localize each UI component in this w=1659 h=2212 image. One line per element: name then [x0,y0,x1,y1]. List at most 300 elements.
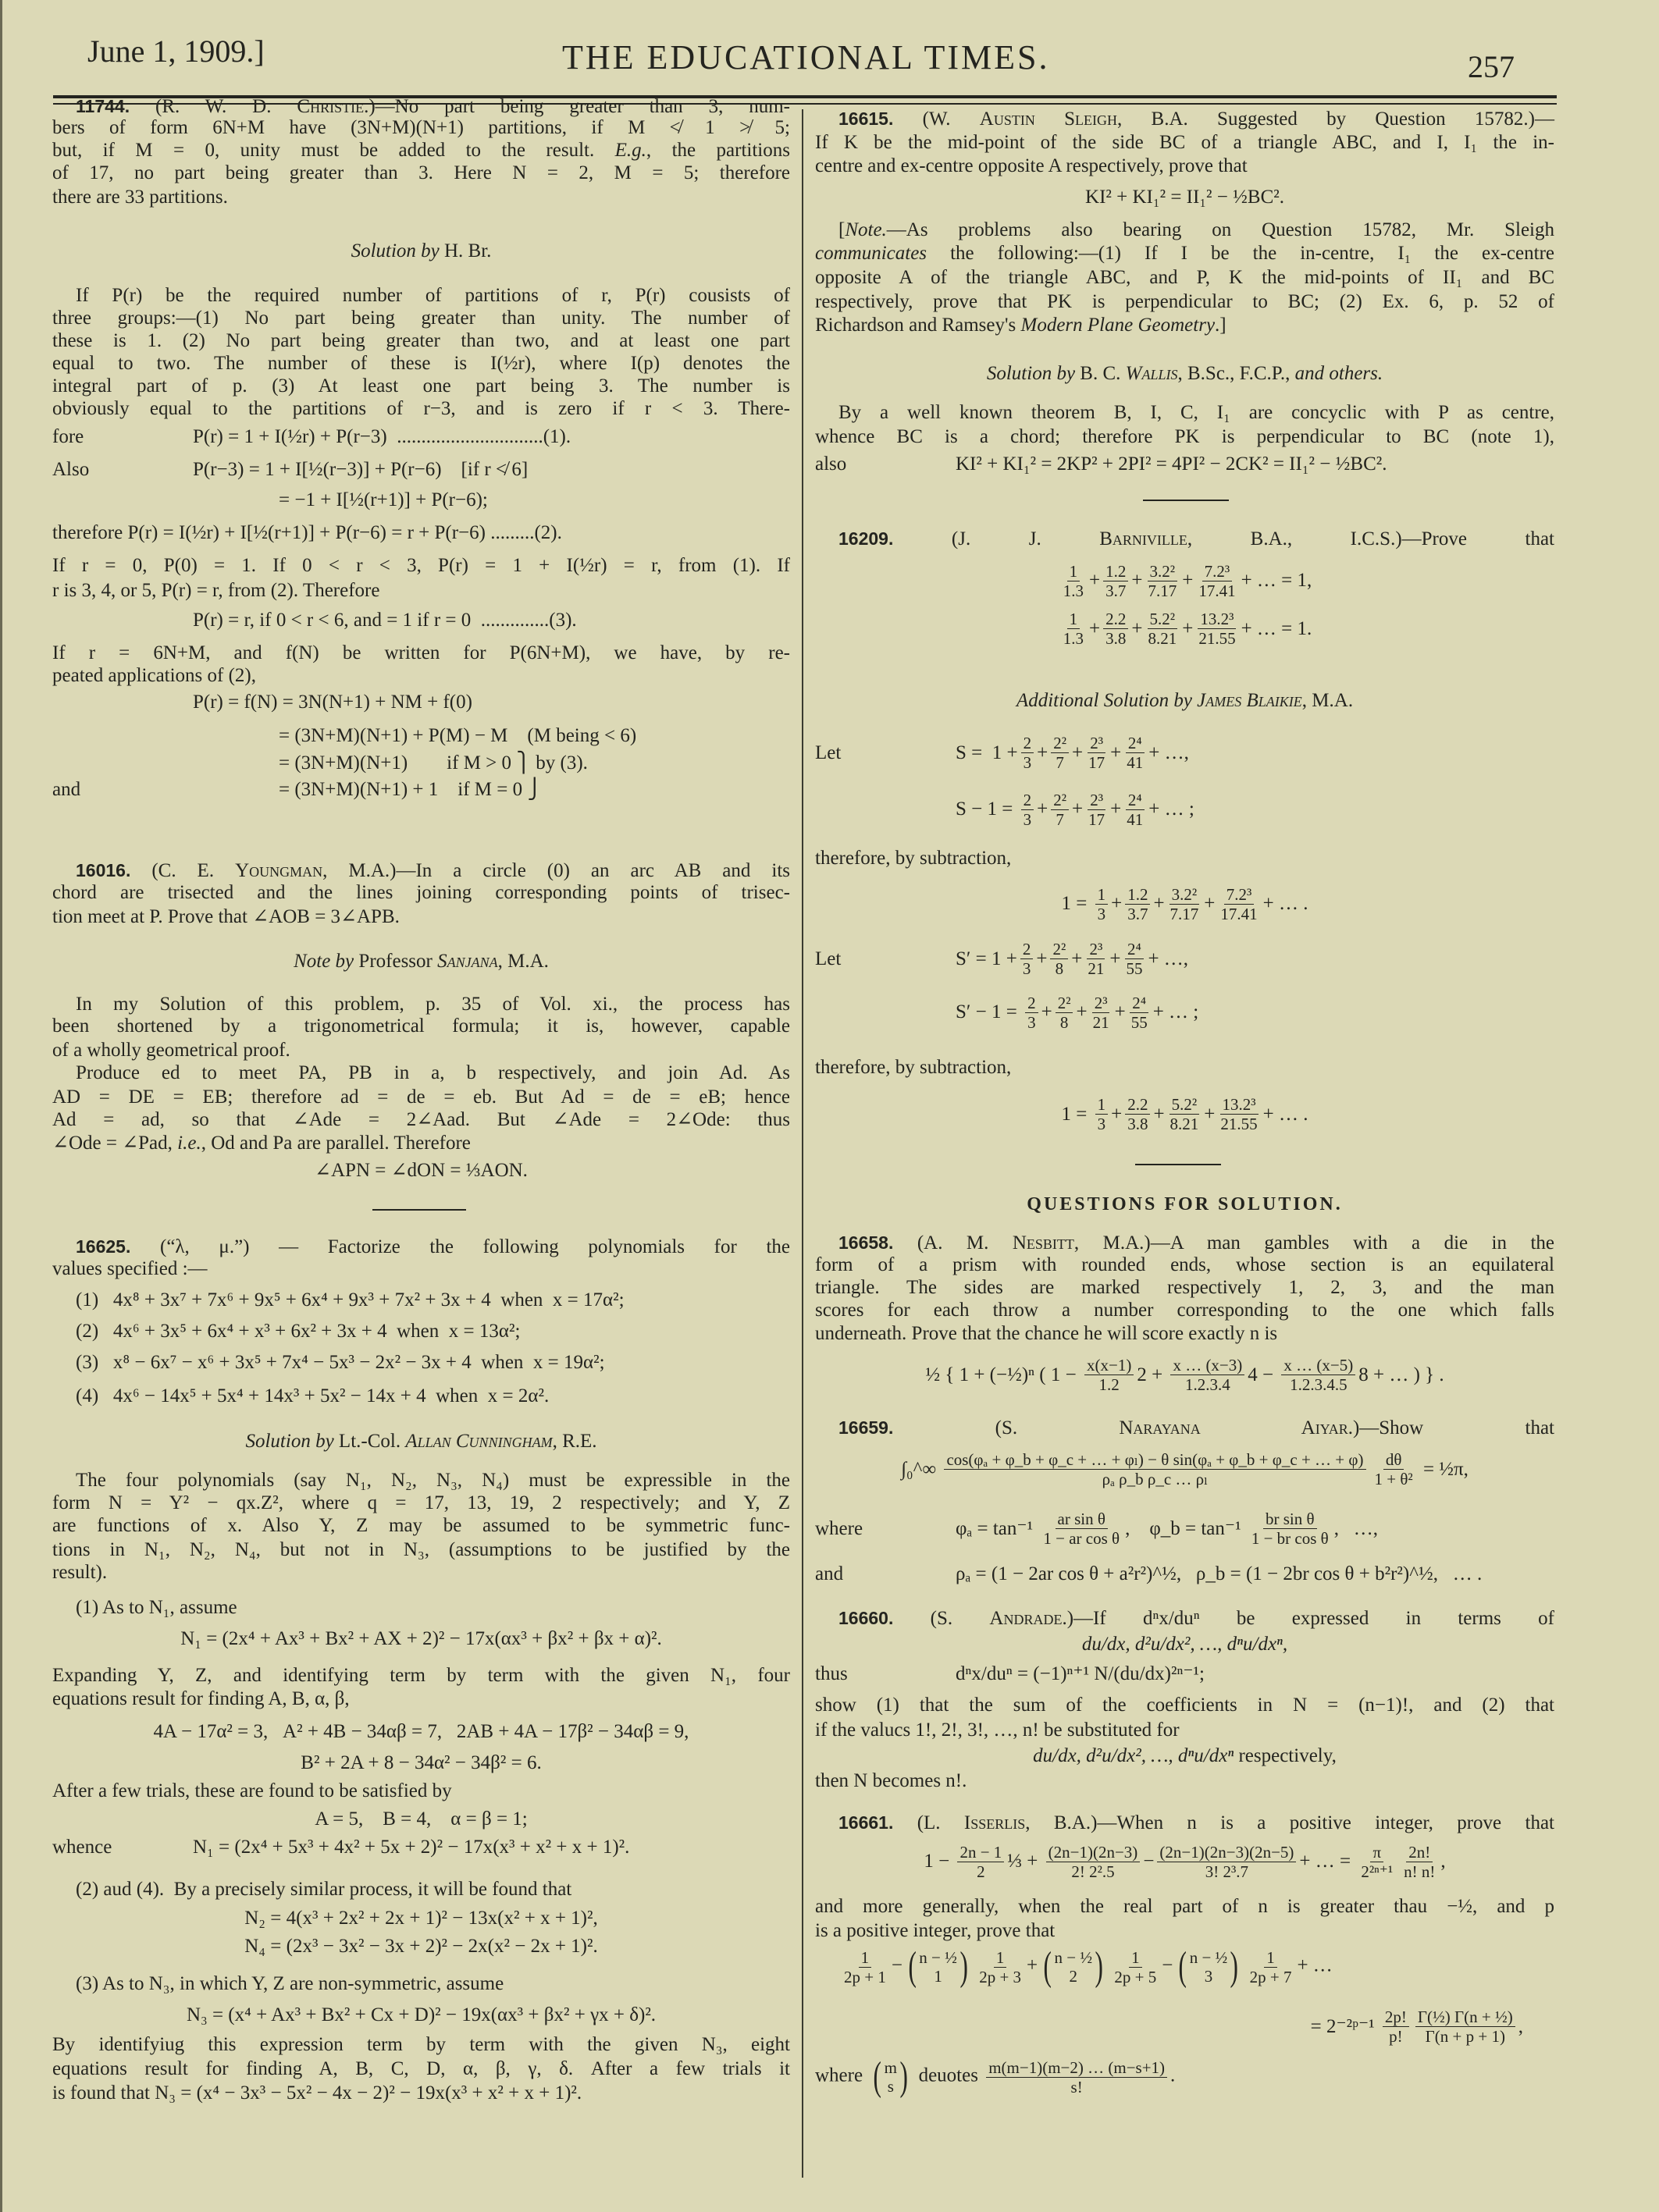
text-run: , M.A. [1301,690,1354,712]
fraction-numerator: cos(φₐ + φ_b + φ_c + … + φₗ) − θ sin(φₐ + φ_b + φ_c + … + φ) [944,1450,1365,1470]
text-run: (3) x⁸ − 6x⁷ − x⁶ + 3x⁵ + 7x⁴ − 5x³ − 2x² − 3x + 4 when x = 19α²; [76,1351,605,1373]
text-run: + [1076,1001,1088,1023]
text-line [52,992,790,1017]
text-run: + [1037,741,1048,763]
text-run: + … . [1262,893,1308,915]
author-name: Andrade [989,1607,1063,1629]
fraction-numerator: 5.2² [1148,610,1178,629]
text-run: triangle. The sides are marked respectively 1, 2, 3, and the man [815,1276,1554,1298]
text-run: + [1182,617,1194,639]
question-number: 11744. [76,95,130,116]
text-line [815,1055,1554,1080]
fraction-numerator: 1 [859,1948,872,1968]
text-run: If r = 0, P(0) = 1. If 0 < r < 3, P(r) = 1 + I(½r) = r, from (1). If [52,554,790,576]
fraction-numerator: Γ(½) Γ(n + ½) [1415,2008,1515,2027]
text-run: By identifyiug this expression term by term with the given N₃, eight [52,2034,790,2056]
text-line [815,425,1554,450]
text-run: + [1131,570,1143,592]
journal-title: THE EDUCATIONAL TIMES. [562,38,1050,76]
fraction-numerator: 2² [1050,940,1068,959]
text-run: —As problems also bearing on Question 15782, Mr. Sleigh [886,219,1554,240]
right-column [815,0,1554,2212]
text-run: , φ_b = tan⁻¹ [1125,1517,1246,1539]
fraction [1358,1843,1395,1881]
text-run: .] [1215,315,1226,336]
text-run: integral part of p. (3) At least one part being 3. The number is [52,375,790,397]
equation [52,690,790,715]
text-run: du/dx, d²u/dx², …, dⁿu/dxⁿ [1033,1744,1234,1766]
text-run: these is 1. (2) No part being greater than two, and at least one part [52,330,790,352]
fraction-numerator: ar sin θ [1056,1510,1108,1529]
section-byline [52,1429,790,1454]
text-run: the following:—(1) If I be the in-centre, I₁ the ex-centre [927,243,1554,265]
text-run: therefore, by subtraction, [815,1056,1012,1078]
left-column [52,0,790,2212]
equation [52,1751,790,1776]
text-line [815,1769,1554,1794]
equation [52,608,790,633]
text-run: whence BC is a chord; therefore PK is perpendicular to BC (note 1), [815,426,1554,448]
text-line [52,1038,790,1063]
page-number: 257 [1468,49,1515,84]
fraction-numerator: x … (x−5) [1281,1356,1355,1375]
text-line [52,553,790,578]
question-number: 16659. [838,1417,894,1438]
fraction-numerator: 2³ [1088,791,1105,810]
text-run: + [1182,570,1194,592]
author-name: Isserlis [963,1812,1026,1833]
equation [815,1504,1554,1554]
fraction-numerator: 2³ [1092,994,1110,1013]
fraction [1157,1843,1296,1881]
equation [815,784,1554,834]
text-line [815,1275,1554,1300]
text-run: Note by [294,951,359,973]
fraction-denominator: 2²ⁿ⁺¹ [1361,1862,1394,1881]
text-run: + [1041,1001,1052,1023]
text-run: P(r) = f(N) = 3N(N+1) + NM + f(0) [193,691,472,713]
text-line [52,1513,790,1538]
fraction [1050,940,1068,978]
text-run: i.e. [177,1133,201,1154]
text-run: − [1143,1851,1155,1872]
equation [815,1090,1554,1140]
text-run: − [891,1954,902,1976]
text-line [52,641,790,666]
text-run: + [1111,1103,1123,1125]
text-run: respectively, [1234,1744,1337,1766]
text-line [815,1919,1554,1944]
equation [52,724,790,749]
fraction [1086,734,1107,772]
text-line [52,1663,790,1688]
author-name: Narayana Aiyar [1119,1417,1348,1439]
text-run: (A. M. [893,1232,1013,1254]
text-run: 2 + [1137,1364,1168,1385]
equation [815,1445,1554,1495]
binomial-top: n − ½ [1189,1948,1228,1968]
fraction-denominator: 3.8 [1127,1115,1148,1134]
text-run: Professor [358,951,438,973]
fraction [1218,885,1259,923]
text-run: , M.A.)—A man gambles with a die in the [1073,1232,1555,1254]
text-run: + [1037,798,1048,820]
fraction-denominator: 8 [1059,1012,1069,1032]
equation [815,1562,1554,1587]
fraction-numerator: br sin θ [1263,1510,1317,1529]
equation [815,934,1554,984]
fraction-numerator: 2⁴ [1126,791,1145,810]
fraction-numerator: 2n! [1406,1843,1433,1862]
page-edge [0,0,2,2212]
text-run: + [1131,617,1143,639]
binomial-bottom: 3 [1204,1967,1213,1986]
text-line [52,905,790,930]
equation-label: whence [52,1837,112,1858]
fraction-numerator: 2.2 [1125,1095,1150,1115]
paren: ) [959,1944,968,1990]
text-run: , B.A., I.C.S.)—Prove that [1187,528,1554,550]
text-run: equal to two. The number of these is I(½r), where I(p) denotes the [52,353,790,375]
text-run: therefore, by subtraction, [815,848,1012,870]
text-line [52,1972,790,1997]
text-run: + … . [1262,1103,1308,1125]
fraction [1051,791,1069,829]
text-line [815,1415,1554,1440]
fraction-denominator: 41 [1127,753,1144,773]
text-run: , [1440,1851,1446,1872]
text-run: + [1109,948,1121,969]
fraction-numerator: 2³ [1087,940,1105,959]
fraction-denominator: 55 [1126,959,1143,979]
binomial-bottom: 2 [1069,1967,1078,1986]
fraction-denominator: 55 [1130,1012,1148,1032]
fraction-numerator: 1 [1129,1948,1142,1968]
text-line [52,185,790,210]
text-run: been shortened by a trigonometrical formula; it is, however, capable [52,1015,790,1037]
fraction [842,1948,888,1986]
fraction [1129,994,1150,1032]
text-line [52,2081,790,2106]
text-run: 4 − [1248,1364,1279,1385]
text-run: opposite A of the triangle ABC, and P, K the mid-points of II₁ and BC [815,266,1554,288]
fraction-numerator: dθ [1383,1450,1404,1470]
fraction-denominator: 3 [1027,1012,1036,1032]
equation [52,1719,790,1744]
fraction [1372,1450,1415,1488]
issue-date: June 1, 1909.] [87,34,265,69]
author-name: Christie [297,95,365,117]
fraction-denominator: 3 [1097,904,1106,923]
fraction-denominator: 3 [1097,1115,1106,1134]
fraction-denominator: 3! 2³.7 [1205,1862,1249,1881]
text-line [815,265,1554,290]
equation-label: Let [815,741,842,763]
text-run: Solution by [351,240,444,261]
fraction-numerator: 13.2³ [1220,1095,1258,1115]
fraction [1145,610,1179,648]
equation-label: fore [52,426,84,448]
text-line [815,1298,1554,1323]
text-run: , …, [1333,1517,1378,1539]
fraction-numerator: 2 [1021,791,1034,810]
fraction-numerator: x … (x−3) [1170,1356,1244,1375]
text-line [52,1131,790,1156]
fraction-denominator: 21.55 [1198,629,1236,649]
text-run: (4) 4x⁶ − 14x⁵ + 5x⁴ + 14x³ + 5x² − 14x + 4 when x = 2α². [76,1385,550,1407]
text-run: Note. [845,219,887,240]
fraction-numerator: 1 [1264,1948,1277,1968]
text-run: and others. [1294,362,1383,384]
text-run: form N = Y² − qx.Z², where q = 17, 13, 19, 2 respectively; and Y, Z [52,1492,790,1514]
fraction-numerator: 7.2³ [1224,885,1255,905]
fraction [1025,994,1038,1032]
fraction-denominator: 8 [1055,959,1064,979]
text-line [52,397,790,421]
binomial-bottom: s [887,2077,894,2096]
text-line [815,1894,1554,1919]
text-run: tions in N₁, N₂, N₄, but not in N₃, (assumptions to be justified by the [52,1538,790,1560]
equation [52,751,790,776]
fraction-numerator: 2n − 1 [957,1843,1004,1862]
text-line [52,1468,790,1493]
text-run: du/dx, d²u/dx², …, dⁿu/dxⁿ, [1081,1633,1288,1655]
binomial-top: n − ½ [1054,1948,1093,1968]
fraction-numerator: 2² [1051,734,1069,753]
fraction-denominator: 1.3 [1063,581,1084,600]
equation [52,2003,790,2028]
author-name: Wallis [1125,362,1178,384]
text-run: KI² + KI₁² = II₁² − ½BC². [1085,186,1284,208]
text-line [52,374,790,399]
equation [52,425,790,450]
fraction-denominator: 3.7 [1127,904,1148,923]
text-line [52,1538,790,1563]
text-run: r is 3, 4, or 5, P(r) = r, from (2). Therefore [52,580,380,602]
text-run: Ad = ad, so that ∠Ade = 2∠Aad. But ∠Ade = 2∠Ode: thus [52,1108,790,1130]
text-line [52,306,790,331]
text-run: N₃ = (x⁴ + Ax³ + Bx² + Cx + D)² − 19x(αx³ + βx² + γx + δ)². [186,2004,657,2026]
author-name: Barniville [1099,528,1187,550]
fraction-numerator: 2 [1020,940,1034,959]
author-name: Youngman [235,859,323,881]
binomial-stack [919,1948,957,1986]
text-run: + [1110,741,1122,763]
text-run: Expanding Y, Z, and identifying term by term with the given N₁, four [52,1664,790,1686]
equation [815,1632,1554,1657]
text-run: , B.A. Suggested by Question 15782.)— [1117,108,1554,130]
text-run: S′ − 1 = [956,1001,1023,1023]
equation [815,1662,1554,1687]
question-number: 16615. [838,108,894,129]
paren: ( [1043,1944,1052,1990]
question-number: 16209. [838,528,894,549]
text-run: obviously equal to the partitions of r−3, and is zero if r < 3. There- [52,398,790,420]
text-run: A = 5, B = 4, α = β = 1; [315,1808,528,1830]
fraction [1249,1510,1331,1548]
text-run: + [1204,893,1216,915]
fraction-numerator: 2p! [1383,2008,1409,2027]
fraction-numerator: 2³ [1088,734,1105,753]
equation [815,1350,1554,1400]
fraction [1112,1948,1159,1986]
fraction-numerator: 1 [1067,562,1080,581]
fraction-numerator: 2 [1021,734,1034,753]
fraction [1095,885,1109,923]
text-line [52,1234,790,1259]
equation-label: thus [815,1663,848,1684]
text-line [52,1350,790,1375]
fraction-denominator: ρₐ ρ_b ρ_c … ρₗ [1102,1470,1209,1489]
text-run: + [1114,1001,1126,1023]
author-name: Nesbitt [1012,1232,1074,1254]
text-line [52,663,790,688]
text-line [815,241,1554,266]
fraction [1170,1356,1244,1394]
text-line [815,1810,1554,1835]
equation [815,185,1554,210]
text-run: Additional Solution by [1016,690,1198,712]
fraction [1125,1095,1150,1133]
equation-label: also [815,453,847,475]
fraction [1086,791,1107,829]
fraction [1196,610,1237,648]
text-run: of 17, no part being greater than 3. Here N = 2, M = 5; therefore [52,162,790,184]
text-run: , M.A.)—In a circle (0) an arc AB and its [322,859,790,881]
text-run: scores for each throw a number corresponding to the one which falls [815,1299,1554,1321]
fraction-denominator: s! [1070,2077,1083,2096]
fraction-numerator: 1.2 [1125,885,1150,905]
text-run: + … ; [1152,1001,1199,1023]
text-run: ⅓ + [1007,1851,1043,1872]
text-run: form of a prism with rounded ends, whose section is an equilateral [815,1254,1554,1275]
text-run: P(r) = 1 + I(½r) + P(r−3) ..............................(1). [193,426,571,448]
text-run: [ [838,219,846,240]
fraction-numerator: 1 [1067,610,1080,629]
equation [815,452,1554,477]
fraction [1061,562,1086,600]
fraction-denominator: 3 [1022,959,1031,979]
equation [815,604,1554,654]
text-run: , R.E. [552,1430,597,1452]
text-run: B² + 2A + 8 − 34α² − 34β² = 6. [301,1751,542,1773]
text-run: 1 = [1061,893,1092,915]
equation [52,1906,790,1931]
fraction-denominator: p! [1389,2027,1403,2047]
text-line [815,526,1554,551]
text-line [52,1061,790,1086]
text-line [815,400,1554,425]
text-run: peated applications of (2), [52,664,257,686]
text-run: QUESTIONS FOR SOLUTION. [1027,1194,1343,1215]
fraction-denominator: 1.2 [1098,1375,1120,1395]
fraction-denominator: 17.41 [1198,581,1236,600]
section-rule [1143,500,1229,501]
binomial-top: n − ½ [919,1948,957,1968]
text-run: AD = DE = EB; therefore ad = de = eb. But Ad = de = eB; hence [52,1086,790,1108]
text-run: If r = 6N+M, and f(N) be written for P(6N+M), we have, by re- [52,642,790,663]
paren: ) [899,2054,908,2100]
text-line [52,2032,790,2057]
text-run: Produce ed to meet PA, PB in a, b respectively, and join Ad. As [76,1062,790,1084]
fraction-denominator: 21.55 [1220,1115,1258,1134]
text-run: tion meet at P. Prove that ∠AOB = 3∠APB. [52,905,400,927]
text-run: where [815,2064,868,2086]
fraction [1218,1095,1259,1133]
fraction [1196,562,1237,600]
text-run: + … [1297,1954,1333,1976]
fraction [1103,562,1128,600]
binomial-top: m [884,2058,897,2078]
text-line [52,1288,790,1313]
fraction-denominator: 21 [1088,959,1105,979]
text-run: N₂ = 4(x³ + 2x² + 2x + 1)² − 13x(x² + x + 1)², [244,1907,598,1929]
paren: ( [873,2054,882,2100]
text-line [815,1944,1554,1997]
question-number: 16016. [76,859,131,880]
text-run: result). [52,1561,108,1583]
text-line [815,846,1554,871]
text-line [815,1718,1554,1743]
column-divider [802,109,803,2178]
equation [815,1744,1554,1769]
text-run: (2) aud (4). By a precisely similar process, it will be found that [76,1879,572,1901]
text-run: centre and ex-centre opposite A respectively, prove that [815,155,1248,177]
text-run: dⁿx/duⁿ = (−1)ⁿ⁺¹ N/(du/dx)²ⁿ⁻¹; [956,1663,1205,1684]
equation [52,1835,790,1860]
text-run: E.g. [614,140,646,162]
fraction-denominator: 41 [1127,809,1144,829]
text-run: φₐ = tan⁻¹ [956,1517,1038,1539]
fraction-denominator: 8.21 [1148,629,1177,649]
text-line [815,1253,1554,1278]
equation [52,1807,790,1832]
text-run: + [1071,948,1083,969]
text-run: The four polynomials (say N₁, N₂, N₃, N₄) must be expressible in the [76,1470,790,1492]
text-line [815,1321,1554,1346]
fraction-denominator: 2! 2².5 [1071,1862,1115,1881]
paren: ) [1230,1944,1239,1990]
text-line [52,1108,790,1133]
fraction-numerator: 1 [1095,1095,1109,1115]
equation [52,488,790,513]
fraction [1415,2008,1515,2046]
fraction-denominator: 3.8 [1105,629,1127,649]
text-run: + … ; [1148,798,1194,820]
equation-label: and [815,1563,844,1584]
fraction-denominator: 3.7 [1105,581,1127,600]
text-run: 4A − 17α² = 3, A² + 4B − 34αβ = 7, 2AB + 4A − 17β² − 34αβ = 9, [153,1720,689,1742]
text-run: In my Solution of this problem, p. 35 of Vol. xi., the process has [76,993,790,1015]
fraction [1123,940,1145,978]
equation [52,777,790,802]
text-line [52,116,790,140]
fraction-denominator: 2 [977,1862,985,1881]
text-line [52,1319,790,1344]
fraction-numerator: 2⁴ [1126,734,1145,753]
fraction-denominator: 1 − br cos θ [1251,1529,1329,1549]
text-line [52,1014,790,1039]
fraction-numerator: (2n−1)(2n−3)(2n−5) [1157,1843,1296,1862]
text-run: + [1110,798,1122,820]
text-run: respectively, prove that PK is perpendicular to BC; (2) Ex. 6, p. 52 of [815,290,1554,312]
text-run: 1 − [924,1851,955,1872]
fraction-numerator: 5.2² [1169,1095,1200,1115]
section-heading [815,1192,1554,1217]
fraction-numerator: 3.2² [1148,562,1178,581]
text-run: show (1) that the sum of the coefficients in N = (n−1)!, and (2) that [815,1694,1554,1716]
text-run: ∠APN = ∠dON = ⅓AON. [315,1159,528,1181]
